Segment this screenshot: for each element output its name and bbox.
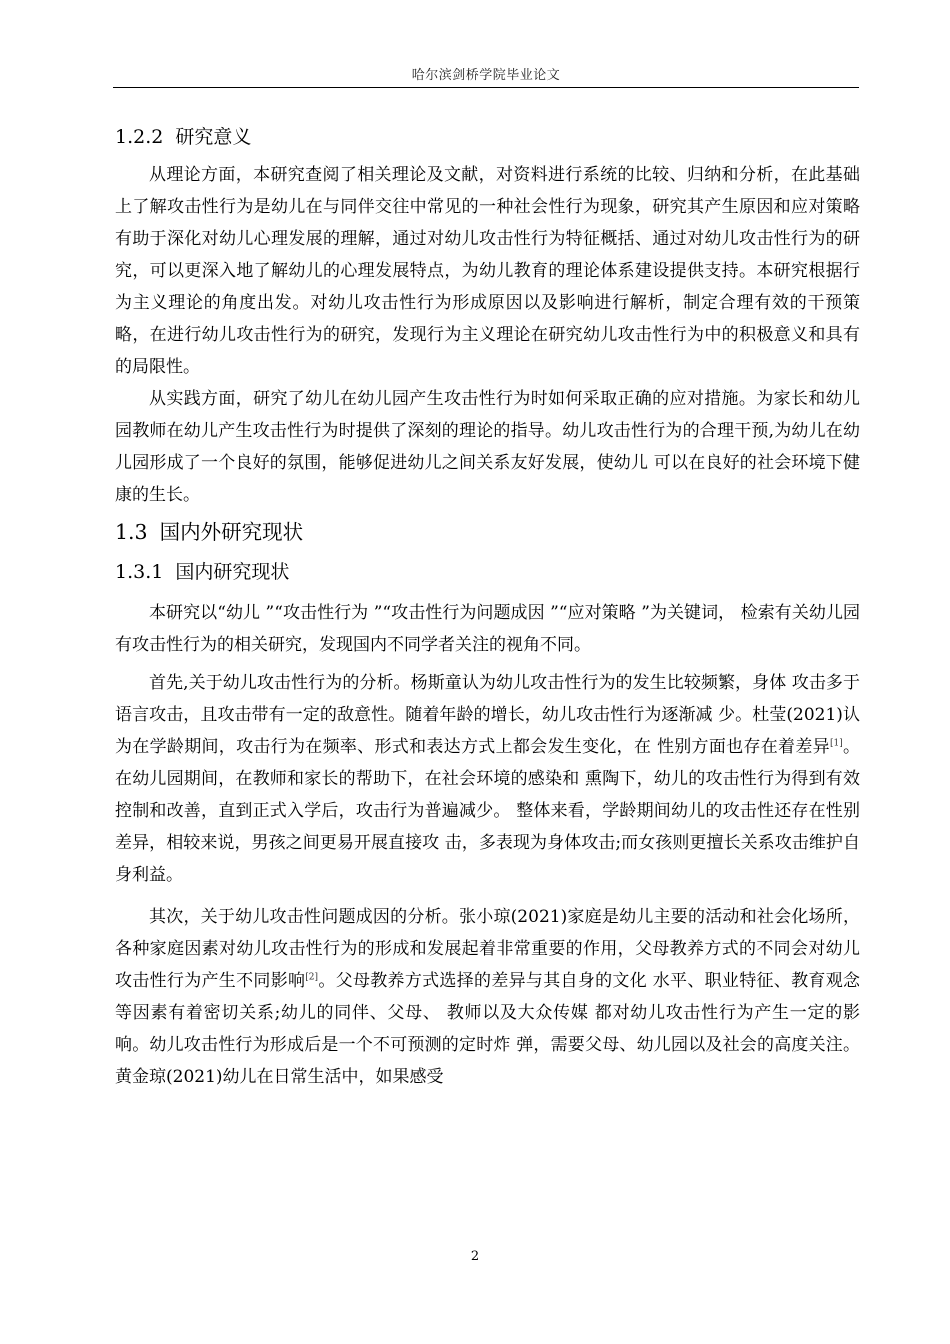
paragraph-keywords: 本研究以“幼儿 ”“攻击性行为 ”“攻击性行为问题成因 ”“应对策略 ”为关键词， 检索有关幼儿园有攻击性行为的相关研究，发现国内不同学者关注的视角不同。 <box>115 603 860 655</box>
section-number: 1.2.2 <box>115 126 164 148</box>
paragraph-text: 。父母教养方式选择的差异与其自身的文化 水平、职业特征、教育观念等因素有着密切关系;幼儿的同伴、父母、 教师以及大众传媒 都对幼儿攻击性行为产生一定的影响。幼儿攻击性行为形成后是一个不可预测的定时炸 弹，需要父母、幼儿园以及社会的高度关注。黄金琼(2021)幼儿在日常生活中，如果感受 <box>115 971 861 1087</box>
section-title: 国内外研究现状 <box>159 520 304 544</box>
paragraph-text: 。在幼儿园期间，在教师和家长的帮助下，在社会环境的感染和 熏陶下，幼儿的攻击性行为得到有效控制和改善，直到正式入学后，攻击行为普遍减少。 整体来看，学龄期间幼儿的攻击性还存在性别差异，相较来说，男孩之间更易开展直接攻 击，多表现为身体攻击;而女孩则更擅长关系攻击维护自身利益。 <box>115 737 861 885</box>
citation-ref[interactable]: [1] <box>829 738 843 749</box>
paragraph-cause-analysis <box>115 901 860 1093</box>
paragraph-behavior-analysis <box>115 667 860 891</box>
section-title: 研究意义 <box>175 126 252 148</box>
section-number: 1.3 <box>115 520 148 544</box>
header-rule <box>113 87 859 88</box>
paragraph-theory: 从理论方面，本研究查阅了相关理论及文献，对资料进行系统的比较、归纳和分析，在此基础上了解攻击性行为是幼儿在与同伴交往中常见的一种社会性行为现象，研究其产生原因和应对策略有助于深化对幼儿心理发展的理解，通过对幼儿攻击性行为特征概括、通过对幼儿攻击性行为的研究，可以更深入地了解幼儿的心理发展特点，为幼儿教育的理论体系建设提供支持。本研究根据行为主义理论的角度出发。对幼儿攻击性行为形成原因以及影响进行解析，制定合理有效的干预策略，在进行幼儿攻击性行为的研究，发现行为主义理论在研究幼儿攻击性行为中的积极意义和具有的局限性。 <box>115 165 860 377</box>
section-number: 1.3.1 <box>115 561 164 583</box>
section-heading-1-2-2 <box>115 120 860 154</box>
paragraph-text: 首先,关于幼儿攻击性行为的分析。杨斯童认为幼儿攻击性行为的发生比较频繁，身体 攻击多于语言攻击，且攻击带有一定的敌意性。随着年龄的增长，幼儿攻击性行为逐渐减 少。杜莹(2021)认为在学龄期间，攻击行为在频率、形式和表达方式上都会发生变化，在 性别方面也存在着差异 <box>115 673 860 757</box>
page-number: 2 <box>470 1249 480 1264</box>
citation-ref[interactable]: [2] <box>305 972 319 983</box>
section-heading-1-3 <box>115 513 860 551</box>
section-heading-1-3-1 <box>115 555 860 589</box>
paragraph-practice: 从实践方面，研究了幼儿在幼儿园产生攻击性行为时如何采取正确的应对措施。为家长和幼儿园教师在幼儿产生攻击性行为时提供了深刻的理论的指导。幼儿攻击性行为的合理干预,为幼儿在幼儿园形成了一个良好的氛围，能够促进幼儿之间关系友好发展，使幼儿 可以在良好的社会环境下健康的生长。 <box>115 389 860 505</box>
paragraph-text: 其次，关于幼儿攻击性问题成因的分析。张小琼(2021)家庭是幼儿主要的活动和社会化场所，各种家庭因素对幼儿攻击性行为的形成和发展起着非常重要的作用，父母教养方式的不同会对幼儿攻击性行为产生不同影响 <box>115 907 860 991</box>
section-title: 国内研究现状 <box>175 561 290 583</box>
page-header: 哈尔滨剑桥学院毕业论文 <box>411 68 561 83</box>
page-content <box>115 120 860 1093</box>
